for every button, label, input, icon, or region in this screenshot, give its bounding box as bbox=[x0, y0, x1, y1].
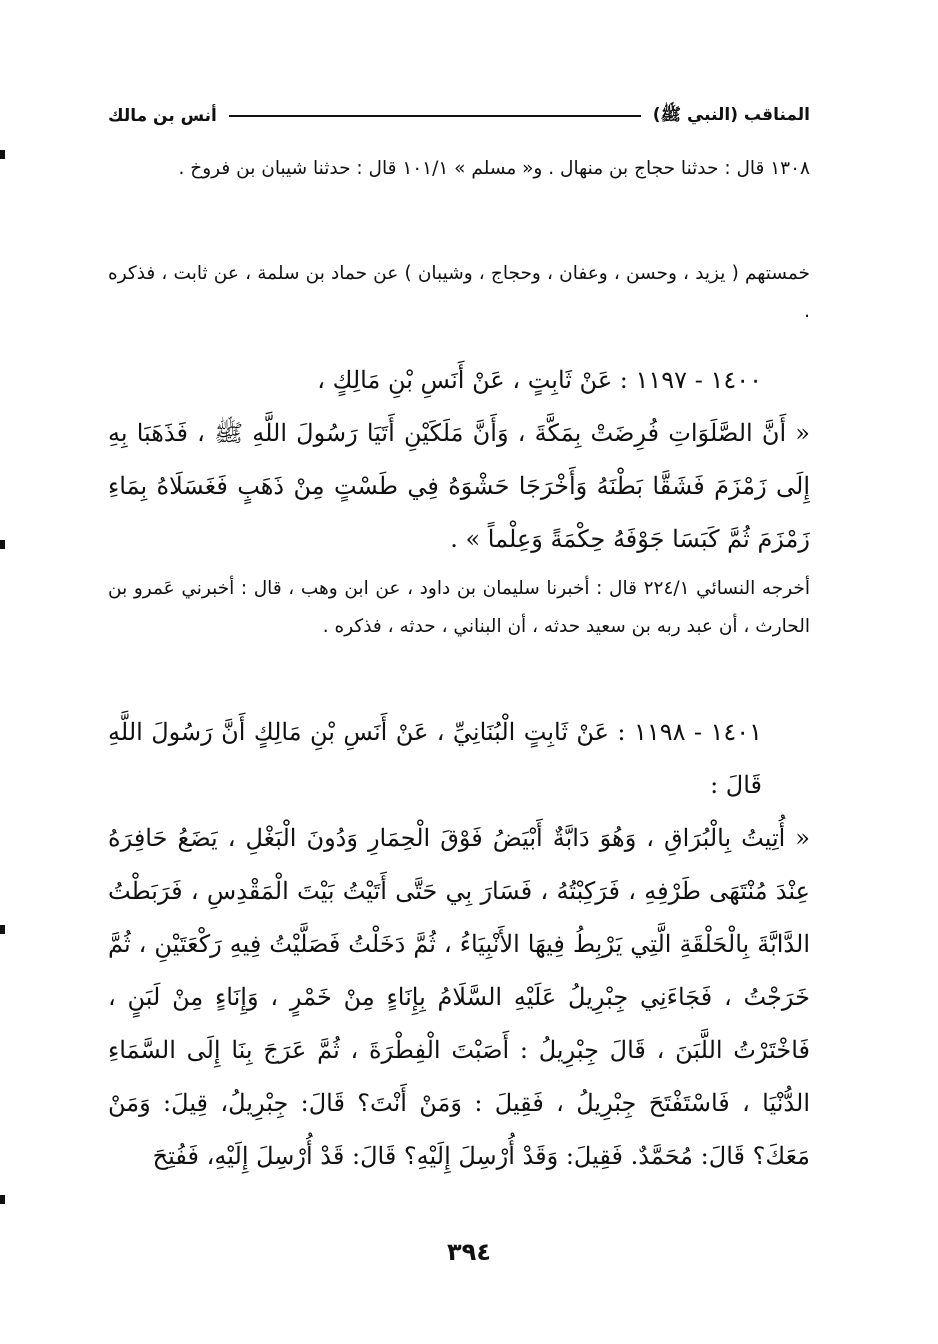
paragraph-citation-1308 bbox=[108, 150, 810, 188]
hadith-text: « أَنَّ الصَّلَوَاتِ فُرِضَتْ بِمَكَّةَ ، وَأَنَّ مَلَكَيْنِ أَتَيَا رَسُولَ اللَّهِ ﷺ ، فَذَهَبَا بِهِ إِلَى زَمْزَمَ فَشَقَّا بَطْنَهُ وَأَخْرَجَا حَشْوَهُ فِي طَسْتٍ مِنْ ذَهَبٍ فَغَسَلَاهُ بِمَاءِ زَمْزَمَ ثُمَّ كَبَسَا جَوْفَهُ حِكْمَةً وَعِلْماً » . bbox=[108, 419, 810, 553]
paragraph-text: أخرجه النسائي ٢٢٤/١ قال : أخبرنا سليمان بن داود ، عن ابن وهب ، قال : أخبرني عَمرو بن الحارث ، أن عبد ربه بن سعيد حدثه ، أن البناني ، حدثه ، فذكره . bbox=[108, 578, 811, 637]
page-number: ٣٩٤ bbox=[447, 1238, 491, 1266]
hadith-heading: ١٤٠١ - ١١٩٨ : عَنْ ثَابِتٍ الْبُنَانِيِّ ، عَنْ أَنَسِ بْنِ مَالِكٍ أَنَّ رَسُولَ اللَّهِ قَالَ : bbox=[108, 718, 763, 799]
hadith-1400 bbox=[108, 354, 810, 566]
paragraph-text: ١٣٠٨ قال : حدثنا حجاج بن منهال . و« مسلم » ١٠١/١ قال : حدثنا شيبان بن فروخ . bbox=[178, 158, 810, 179]
paragraph-narrators bbox=[108, 255, 810, 331]
hadith-heading: ١٤٠٠ - ١١٩٧ : عَنْ ثَابِتٍ ، عَنْ أَنَسِ بْنِ مَالِكٍ ، bbox=[317, 366, 762, 394]
paragraph-takhrij-nasai bbox=[108, 570, 810, 646]
running-header bbox=[108, 98, 810, 134]
scan-edge-mark bbox=[0, 925, 5, 934]
scan-edge-mark bbox=[0, 150, 5, 159]
hadith-1401 bbox=[108, 706, 810, 1183]
header-section-title: المناقب (النبي ﷺ) bbox=[652, 104, 810, 125]
header-rule bbox=[229, 115, 641, 117]
scan-edge-mark bbox=[0, 540, 5, 549]
hadith-text: « أُتِيتُ بِالْبُرَاقِ ، وَهُوَ دَابَّةٌ أَبْيَضُ فَوْقَ الْحِمَارِ وَدُونَ الْبَغْلِ ، يَضَعُ حَافِرَهُ عِنْدَ مُنْتَهَى طَرْفِهِ ، فَرَكِبْتُهُ ، فَسَارَ بِي حَتَّى أَتَيْتُ بَيْتَ الْمَقْدِسِ ، فَرَبَطْتُ الدَّابَّةَ بِالْحَلْقَةِ الَّتِي يَرْبِطُ فِيهَا الأَنْبِيَاءُ ، ثُمَّ دَخَلْتُ فَصَلَّيْتُ فِيهِ رَكْعَتَيْنِ ، ثُمَّ خَرَجْتُ ، فَجَاءَنِي جِبْرِيلُ عَلَيْهِ السَّلَامُ بِإِنَاءٍ مِنْ خَمْرٍ ، وَإِنَاءٍ مِنْ لَبَنٍ ، فَاخْتَرْتُ اللَّبَنَ ، قَالَ جِبْرِيلُ : أَصَبْتَ الْفِطْرَةَ ، ثُمَّ عَرَجَ بِنَا إِلَى السَّمَاءِ الدُّنْيَا ، فَاسْتَفْتَحَ جِبْرِيلُ ، فَقِيلَ : وَمَنْ أَنْتَ؟ قَالَ: جِبْرِيلُ، قِيلَ: وَمَنْ مَعَكَ؟ قَالَ: مُحَمَّدٌ. فَقِيلَ: وَقَدْ أُرْسِلَ إِلَيْهِ؟ قَالَ: قَدْ أُرْسِلَ إِلَيْهِ، فَفُتِحَ bbox=[108, 824, 810, 1170]
paragraph-text: خمستهم ( يزيد ، وحسن ، وعفان ، وحجاج ، وشيبان ) عن حماد بن سلمة ، عن ثابت ، فذكره . bbox=[108, 263, 810, 322]
scan-edge-mark bbox=[0, 1195, 5, 1204]
header-chapter-title: أنس بن مالك bbox=[108, 106, 217, 126]
